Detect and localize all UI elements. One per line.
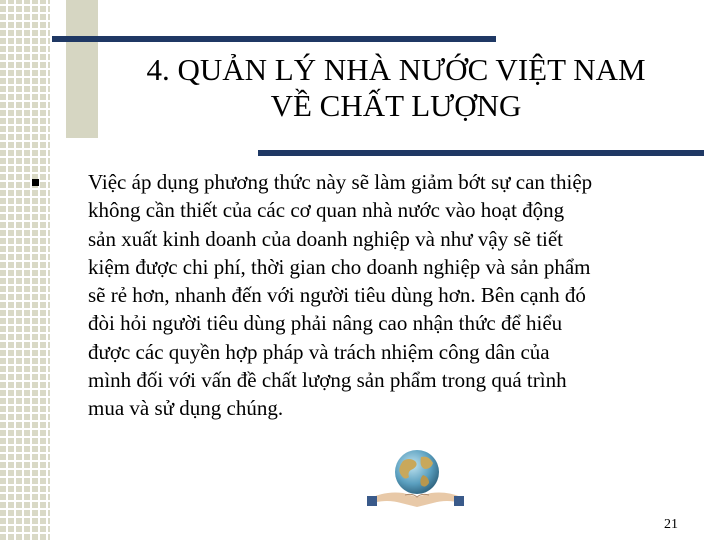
- globe-handshake-image: [367, 447, 464, 510]
- title-accent-box: [66, 0, 98, 138]
- slide-title: [96, 52, 696, 124]
- slide-title-line2: VỀ CHẤT LƯỢNG: [270, 88, 522, 123]
- decorative-stripes: [0, 0, 50, 540]
- body-paragraph: Việc áp dụng phương thức này sẽ làm giảm bớt sự can thiệp không cần thiết của các cơ quan nhà nước vào hoạt động sản xuất kinh doanh của doanh nghiệp và như vậy sẽ tiết kiệm được chi phí, thời gian cho doanh nghiệp và sản phẩm sẽ rẻ hơn, nhanh đến với người tiêu dùng hơn. Bên cạnh đó đòi hỏi người tiêu dùng phải nâng cao nhận thức để hiểu được các quyền hợp pháp và trách nhiệm công dân của mình đối với vấn đề chất lượng sản phẩm trong quá trình mua và sử dụng chúng.: [88, 170, 593, 421]
- title-rule-bottom: [258, 150, 704, 156]
- slide-title-line1: 4. QUẢN LÝ NHÀ NƯỚC VIỆT NAM: [146, 52, 646, 87]
- square-bullet-icon: [32, 179, 39, 186]
- globe-handshake-icon: [367, 447, 464, 510]
- page-number: 21: [664, 517, 678, 532]
- title-rule-top: [52, 36, 496, 42]
